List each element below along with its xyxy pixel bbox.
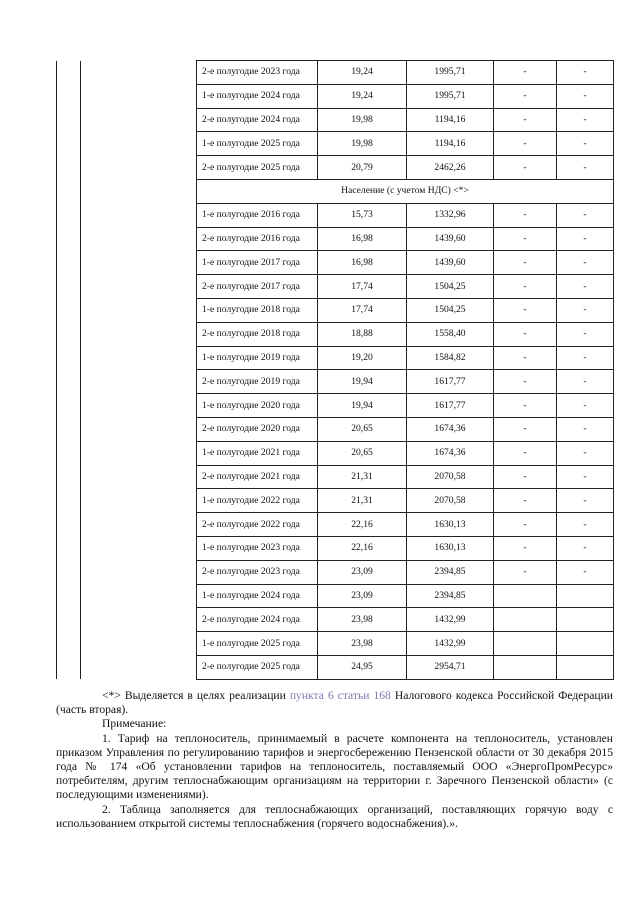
- period-cell: 2-е полугодие 2025 года: [197, 156, 318, 180]
- tariff-table: [56, 60, 614, 680]
- value-cell-2: 1674,36: [407, 417, 494, 441]
- blank-cell: [57, 441, 81, 465]
- blank-cell: [81, 298, 197, 322]
- blank-cell: [57, 465, 81, 489]
- table-row: [57, 417, 614, 441]
- value-cell-1: 20,65: [318, 417, 407, 441]
- value-cell-4: [557, 632, 614, 656]
- value-cell-4: [557, 608, 614, 632]
- blank-cell: [57, 560, 81, 584]
- value-cell-2: 2070,58: [407, 489, 494, 513]
- blank-cell: [57, 536, 81, 560]
- value-cell-2: 1617,77: [407, 394, 494, 418]
- blank-cell: [81, 227, 197, 251]
- table-row: [57, 394, 614, 418]
- value-cell-1: 17,74: [318, 298, 407, 322]
- period-cell: 2-е полугодие 2025 года: [197, 655, 318, 679]
- blank-cell: [57, 251, 81, 275]
- value-cell-4: -: [557, 441, 614, 465]
- table-row: [57, 441, 614, 465]
- value-cell-3: -: [494, 394, 557, 418]
- blank-cell: [81, 536, 197, 560]
- value-cell-2: 1630,13: [407, 536, 494, 560]
- period-cell: 2-е полугодие 2023 года: [197, 61, 318, 85]
- value-cell-3: [494, 655, 557, 679]
- period-cell: 1-е полугодие 2021 года: [197, 441, 318, 465]
- blank-cell: [81, 584, 197, 608]
- period-cell: 2-е полугодие 2017 года: [197, 275, 318, 299]
- period-cell: 1-е полугодие 2019 года: [197, 346, 318, 370]
- table-row: [57, 156, 614, 180]
- value-cell-1: 21,31: [318, 465, 407, 489]
- period-cell: 1-е полугодие 2024 года: [197, 584, 318, 608]
- blank-cell: [81, 108, 197, 132]
- table-row: [57, 584, 614, 608]
- period-cell: 1-е полугодие 2020 года: [197, 394, 318, 418]
- value-cell-3: -: [494, 84, 557, 108]
- value-cell-4: -: [557, 203, 614, 227]
- value-cell-3: -: [494, 203, 557, 227]
- value-cell-3: -: [494, 227, 557, 251]
- value-cell-3: -: [494, 275, 557, 299]
- value-cell-4: -: [557, 298, 614, 322]
- blank-cell: [57, 655, 81, 679]
- value-cell-2: 1558,40: [407, 322, 494, 346]
- table-row: [57, 108, 614, 132]
- blank-cell: [81, 322, 197, 346]
- value-cell-1: 20,79: [318, 156, 407, 180]
- blank-cell: [81, 203, 197, 227]
- value-cell-1: 23,09: [318, 560, 407, 584]
- period-cell: 2-е полугодие 2016 года: [197, 227, 318, 251]
- value-cell-1: 18,88: [318, 322, 407, 346]
- table-row: [57, 61, 614, 85]
- table-row: [57, 346, 614, 370]
- table-row: [57, 560, 614, 584]
- value-cell-2: 1504,25: [407, 298, 494, 322]
- value-cell-4: -: [557, 108, 614, 132]
- tax-code-link[interactable]: пункта 6 статьи 168: [289, 689, 391, 702]
- value-cell-3: -: [494, 346, 557, 370]
- note-1: 1. Тариф на теплоноситель, принимаемый в расчете компонента на теплоноситель, установлен приказом Управления по регулированию тарифов и энергосбережению Пензенской области от 30 декабря 2015 года № 174 «Об установлении тарифов на теплоноситель, поставляемый ООО «ЭнергоПромРесурс» потребителям, другим теплоснабжающим организациям на территории г. Заречного Пензенской области» (с последующими изменениями).: [56, 731, 613, 802]
- blank-cell: [81, 251, 197, 275]
- table-row: [57, 275, 614, 299]
- period-cell: 2-е полугодие 2024 года: [197, 608, 318, 632]
- blank-cell: [81, 346, 197, 370]
- value-cell-2: 2394,85: [407, 560, 494, 584]
- value-cell-3: [494, 632, 557, 656]
- blank-cell: [57, 298, 81, 322]
- period-cell: 1-е полугодие 2025 года: [197, 632, 318, 656]
- value-cell-1: 22,16: [318, 513, 407, 537]
- blank-cell: [81, 465, 197, 489]
- blank-cell: [57, 370, 81, 394]
- value-cell-4: -: [557, 394, 614, 418]
- value-cell-3: -: [494, 370, 557, 394]
- value-cell-2: 1995,71: [407, 61, 494, 85]
- period-cell: 2-е полугодие 2024 года: [197, 108, 318, 132]
- blank-cell: [57, 632, 81, 656]
- period-cell: 1-е полугодие 2023 года: [197, 536, 318, 560]
- value-cell-4: -: [557, 132, 614, 156]
- table-row: [57, 465, 614, 489]
- table-row: [57, 132, 614, 156]
- blank-cell: [81, 489, 197, 513]
- table-row: [57, 370, 614, 394]
- table-row: [57, 608, 614, 632]
- period-cell: 1-е полугодие 2018 года: [197, 298, 318, 322]
- blank-cell: [57, 417, 81, 441]
- value-cell-1: 23,98: [318, 632, 407, 656]
- value-cell-1: 15,73: [318, 203, 407, 227]
- blank-cell: [57, 179, 81, 203]
- footnote: <*> Выделяется в целях реализации пункта 6 статьи 168 Налогового кодекса Российской Федерации (часть вторая).: [56, 689, 614, 717]
- section-header: Население (с учетом НДС) <*>: [197, 179, 614, 203]
- value-cell-2: 2954,71: [407, 655, 494, 679]
- value-cell-4: -: [557, 84, 614, 108]
- value-cell-1: 19,20: [318, 346, 407, 370]
- value-cell-2: 1584,82: [407, 346, 494, 370]
- value-cell-4: -: [557, 489, 614, 513]
- value-cell-3: -: [494, 465, 557, 489]
- table-row: [57, 84, 614, 108]
- value-cell-2: 1995,71: [407, 84, 494, 108]
- blank-cell: [81, 275, 197, 299]
- value-cell-3: [494, 608, 557, 632]
- value-cell-2: 1194,16: [407, 108, 494, 132]
- blank-cell: [81, 608, 197, 632]
- value-cell-4: [557, 655, 614, 679]
- value-cell-1: 22,16: [318, 536, 407, 560]
- value-cell-4: -: [557, 536, 614, 560]
- table-row: [57, 513, 614, 537]
- value-cell-3: -: [494, 441, 557, 465]
- value-cell-2: 1439,60: [407, 251, 494, 275]
- value-cell-3: -: [494, 156, 557, 180]
- blank-cell: [81, 632, 197, 656]
- value-cell-2: 1194,16: [407, 132, 494, 156]
- value-cell-3: -: [494, 132, 557, 156]
- value-cell-4: -: [557, 322, 614, 346]
- blank-cell: [81, 370, 197, 394]
- value-cell-1: 16,98: [318, 251, 407, 275]
- value-cell-2: 2070,58: [407, 465, 494, 489]
- value-cell-4: -: [557, 61, 614, 85]
- value-cell-1: 20,65: [318, 441, 407, 465]
- period-cell: 2-е полугодие 2023 года: [197, 560, 318, 584]
- value-cell-4: -: [557, 465, 614, 489]
- table-row: [57, 298, 614, 322]
- table-row: [57, 536, 614, 560]
- value-cell-3: -: [494, 61, 557, 85]
- value-cell-2: 1432,99: [407, 632, 494, 656]
- value-cell-1: 23,09: [318, 584, 407, 608]
- blank-cell: [81, 156, 197, 180]
- value-cell-2: 2462,26: [407, 156, 494, 180]
- blank-cell: [57, 132, 81, 156]
- blank-cell: [81, 394, 197, 418]
- value-cell-1: 17,74: [318, 275, 407, 299]
- blank-cell: [81, 441, 197, 465]
- period-cell: 1-е полугодие 2017 года: [197, 251, 318, 275]
- table-row: [57, 632, 614, 656]
- blank-cell: [57, 108, 81, 132]
- value-cell-2: 2394,85: [407, 584, 494, 608]
- period-cell: 1-е полугодие 2025 года: [197, 132, 318, 156]
- period-cell: 1-е полугодие 2016 года: [197, 203, 318, 227]
- period-cell: 2-е полугодие 2021 года: [197, 465, 318, 489]
- table-row: [57, 655, 614, 679]
- value-cell-2: 1630,13: [407, 513, 494, 537]
- value-cell-1: 16,98: [318, 227, 407, 251]
- blank-cell: [81, 513, 197, 537]
- value-cell-2: 1432,99: [407, 608, 494, 632]
- value-cell-1: 19,98: [318, 108, 407, 132]
- blank-cell: [57, 584, 81, 608]
- value-cell-3: -: [494, 489, 557, 513]
- note-title: Примечание:: [102, 717, 167, 731]
- value-cell-1: 19,24: [318, 84, 407, 108]
- value-cell-2: 1439,60: [407, 227, 494, 251]
- value-cell-1: 19,94: [318, 394, 407, 418]
- value-cell-2: 1674,36: [407, 441, 494, 465]
- note-2: 2. Таблица заполняется для теплоснабжающих организаций, поставляющих горячую воду с использованием открытой системы теплоснабжения (горячего водоснабжения).».: [56, 802, 613, 830]
- value-cell-4: -: [557, 513, 614, 537]
- value-cell-1: 19,98: [318, 132, 407, 156]
- blank-cell: [81, 560, 197, 584]
- value-cell-3: -: [494, 560, 557, 584]
- value-cell-1: 19,24: [318, 61, 407, 85]
- value-cell-4: -: [557, 346, 614, 370]
- value-cell-4: -: [557, 156, 614, 180]
- table-row: [57, 227, 614, 251]
- period-cell: 2-е полугодие 2019 года: [197, 370, 318, 394]
- blank-cell: [81, 655, 197, 679]
- value-cell-4: -: [557, 227, 614, 251]
- value-cell-1: 23,98: [318, 608, 407, 632]
- blank-cell: [57, 156, 81, 180]
- value-cell-2: 1617,77: [407, 370, 494, 394]
- blank-cell: [57, 394, 81, 418]
- blank-cell: [81, 132, 197, 156]
- blank-cell: [57, 275, 81, 299]
- value-cell-3: -: [494, 536, 557, 560]
- period-cell: 1-е полугодие 2024 года: [197, 84, 318, 108]
- table-row: [57, 203, 614, 227]
- value-cell-3: -: [494, 108, 557, 132]
- blank-cell: [81, 61, 197, 85]
- value-cell-1: 21,31: [318, 489, 407, 513]
- period-cell: 1-е полугодие 2022 года: [197, 489, 318, 513]
- section-header-row: [57, 179, 614, 203]
- value-cell-4: -: [557, 275, 614, 299]
- blank-cell: [81, 84, 197, 108]
- blank-cell: [57, 346, 81, 370]
- table-row: [57, 251, 614, 275]
- blank-cell: [57, 84, 81, 108]
- blank-cell: [57, 61, 81, 85]
- value-cell-4: -: [557, 370, 614, 394]
- value-cell-4: [557, 584, 614, 608]
- blank-cell: [81, 417, 197, 441]
- blank-cell: [57, 513, 81, 537]
- value-cell-2: 1332,96: [407, 203, 494, 227]
- blank-cell: [57, 322, 81, 346]
- blank-cell: [57, 608, 81, 632]
- period-cell: 2-е полугодие 2020 года: [197, 417, 318, 441]
- value-cell-3: -: [494, 322, 557, 346]
- value-cell-3: -: [494, 251, 557, 275]
- value-cell-1: 24,95: [318, 655, 407, 679]
- value-cell-2: 1504,25: [407, 275, 494, 299]
- period-cell: 2-е полугодие 2018 года: [197, 322, 318, 346]
- blank-cell: [57, 203, 81, 227]
- period-cell: 2-е полугодие 2022 года: [197, 513, 318, 537]
- value-cell-4: -: [557, 560, 614, 584]
- table-row: [57, 489, 614, 513]
- value-cell-4: -: [557, 251, 614, 275]
- table-row: [57, 322, 614, 346]
- blank-cell: [57, 489, 81, 513]
- value-cell-3: -: [494, 417, 557, 441]
- value-cell-1: 19,94: [318, 370, 407, 394]
- value-cell-3: [494, 584, 557, 608]
- blank-cell: [57, 227, 81, 251]
- value-cell-4: -: [557, 417, 614, 441]
- value-cell-3: -: [494, 513, 557, 537]
- blank-cell: [81, 179, 197, 203]
- notes-block: [56, 689, 613, 831]
- value-cell-3: -: [494, 298, 557, 322]
